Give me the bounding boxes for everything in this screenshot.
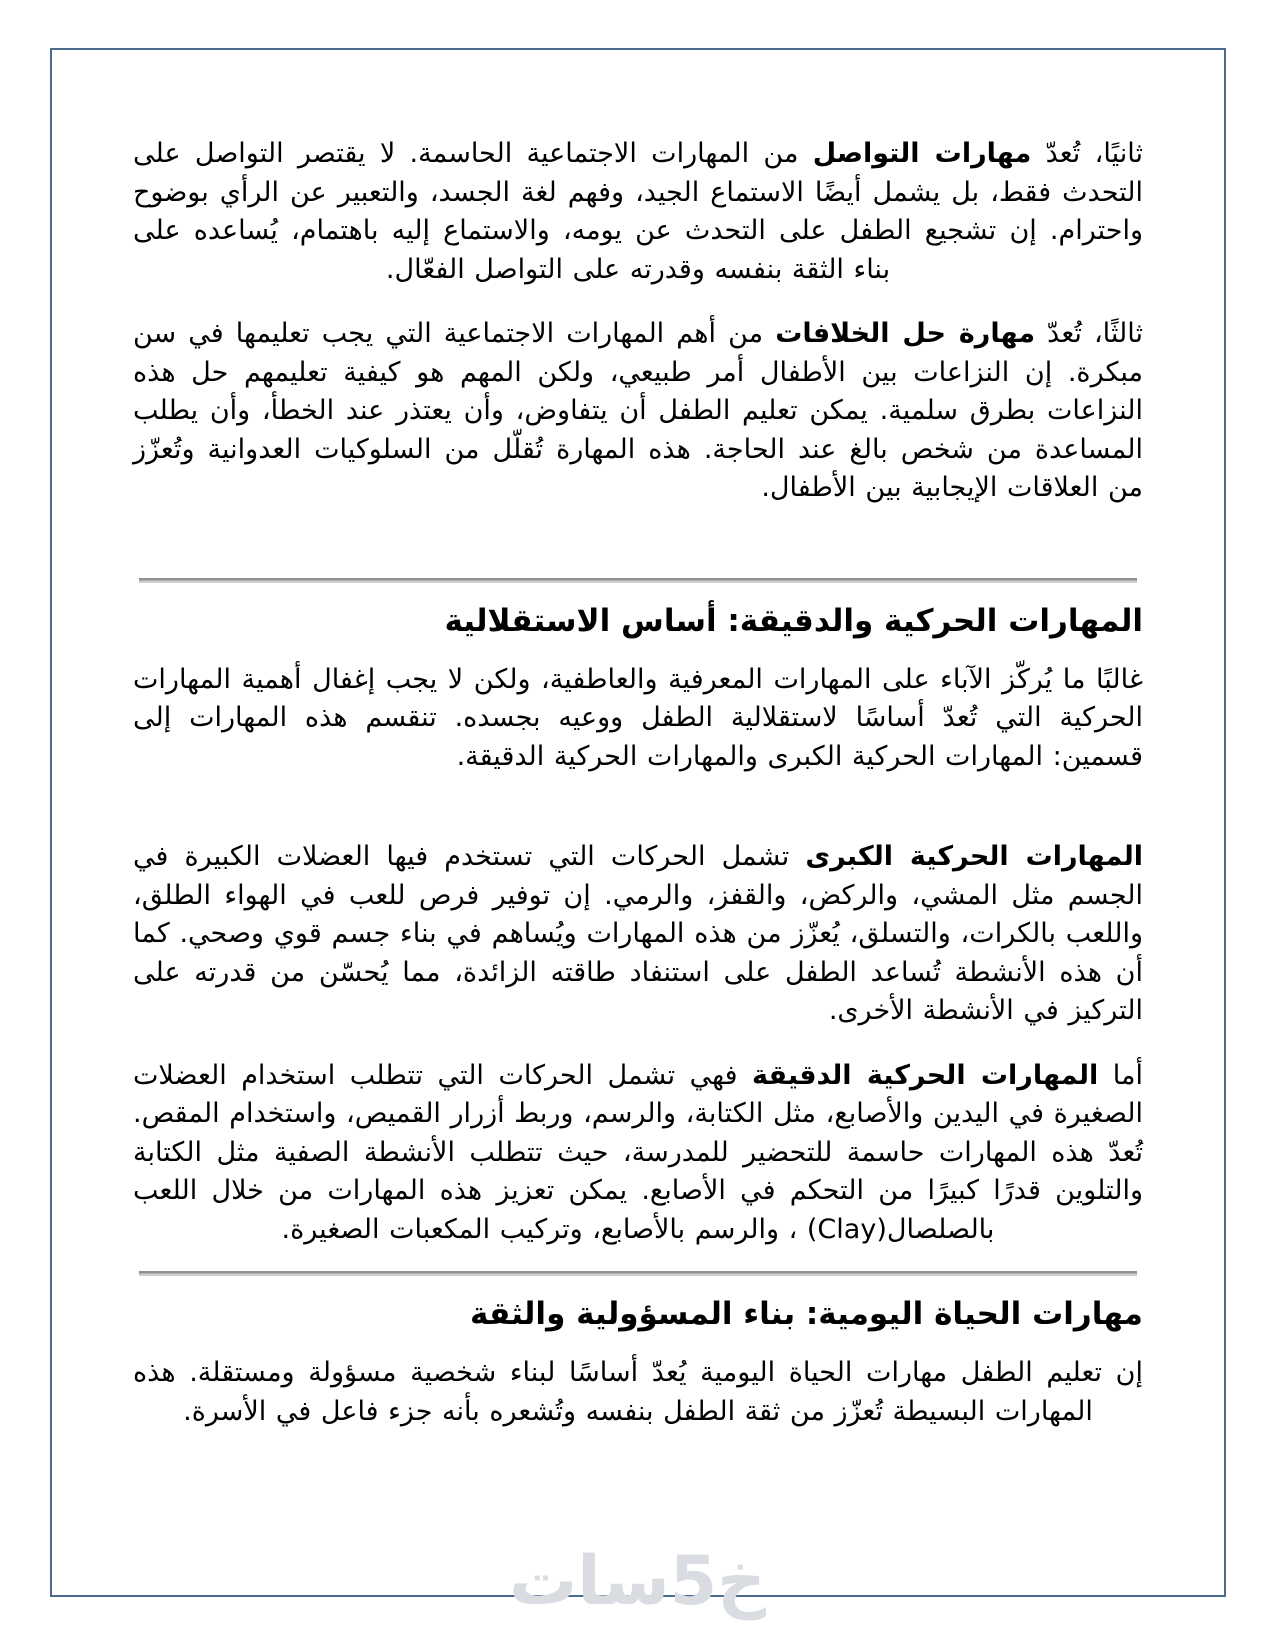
section-heading: المهارات الحركية والدقيقة: أساس الاستقلالية — [444, 602, 1143, 639]
body-text-run: غالبًا ما يُركّز الآباء على المهارات المعرفية والعاطفية، ولكن لا يجب إغفال أهمية المهارات الحركية التي تُعدّ أساسًا لاستقلالية الطفل ووعيه بجسده. تنقسم هذه المهارات إلى قسمين: المهارات الحركية الكبرى والمهارات الحركية الدقيقة. — [133, 663, 1143, 772]
body-text-run: أما — [1098, 1059, 1143, 1091]
khamsat-watermark: خ5سات — [508, 1542, 767, 1621]
bold-key-term: مهارات التواصل — [812, 138, 1032, 169]
section-heading: مهارات الحياة اليومية: بناء المسؤولية والثقة — [470, 1296, 1143, 1332]
page-border-frame — [50, 48, 1226, 1597]
body-text-run: إن تعليم الطفل مهارات الحياة اليومية يُعدّ أساسًا لبناء شخصية مسؤولة ومستقلة. هذه المهارات البسيطة تُعزّز من ثقة الطفل بنفسه وتُشعره بأنه جزء فاعل في الأسرة. — [133, 1357, 1143, 1427]
body-text-run: فهي تشمل الحركات التي تتطلب استخدام العضلات الصغيرة في اليدين والأصابع، مثل الكتابة، والرسم، وربط أزرار القميص، واستخدام المقص. تُعدّ هذه المهارات حاسمة للتحضير للمدرسة، حيث تتطلب الأنشطة الصفية مثل الكتابة والتلوين قدرًا كبيرًا من التحكم في الأصابع. يمكن تعزيز هذه المهارات من خلال اللعب بالصلصال(Clay) ، والرسم بالأصابع، وتركيب المكعبات الصغيرة. — [133, 1059, 1143, 1245]
body-text-run: من المهارات الاجتماعية الحاسمة. لا يقتصر التواصل على التحدث فقط، بل يشمل أيضًا الاستماع الجيد، وفهم لغة الجسد، والتعبير عن الرأي بوضوح واحترام. إن تشجيع الطفل على التحدث عن يومه، والاستماع إليه باهتمام، يُساعده على بناء الثقة بنفسه وقدرته على التواصل الفعّال. — [133, 138, 1143, 285]
paragraph — [133, 838, 1143, 1031]
document-content — [52, 50, 1224, 1431]
paragraph — [133, 1354, 1143, 1431]
bold-key-term: مهارة حل الخلافات — [775, 318, 1036, 349]
paragraph — [133, 1057, 1143, 1250]
paragraph — [133, 661, 1143, 777]
section-divider — [139, 1271, 1137, 1276]
body-text-run: تشمل الحركات التي تستخدم فيها العضلات الكبيرة في الجسم مثل المشي، والركض، والقفز، والرمي. إن توفير فرص للعب في الهواء الطلق، واللعب بالكرات، والتسلق، يُعزّز من هذه المهارات ويُساهم في بناء جسم قوي وصحي. كما أن هذه الأنشطة تُساعد الطفل على استنفاد طاقته الزائدة، مما يُحسّن من قدرته على التركيز في الأنشطة الأخرى. — [133, 841, 1143, 1026]
bold-key-term: المهارات الحركية الدقيقة — [752, 1059, 1099, 1091]
paragraph — [133, 315, 1143, 508]
body-text-run: من أهم المهارات الاجتماعية التي يجب تعليمها في سن مبكرة. إن النزاعات بين الأطفال أمر طبيعي، ولكن المهم هو كيفية تعليمهم حل هذه النزاعات بطرق سلمية. يمكن تعليم الطفل أن يتفاوض، وأن يعتذر عند الخطأ، وأن يطلب المساعدة من شخص بالغ عند الحاجة. هذه المهارة تُقلّل من السلوكيات العدوانية وتُعزّز من العلاقات الإيجابية بين الأطفال. — [133, 318, 1143, 503]
body-text-run: ثانيًا، تُعدّ — [1031, 138, 1143, 169]
bold-key-term: المهارات الحركية الكبرى — [805, 841, 1143, 872]
paragraph — [133, 135, 1143, 289]
body-text-run: ثالثًا، تُعدّ — [1035, 318, 1144, 349]
section-divider — [139, 578, 1137, 583]
